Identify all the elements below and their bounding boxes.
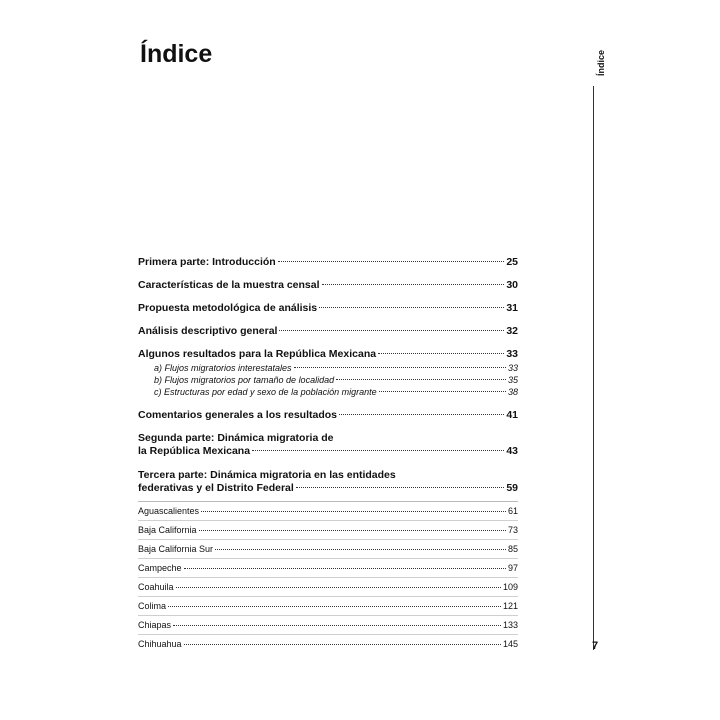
entity-page: 121 [502, 601, 518, 611]
toc-entry-page: 31 [506, 302, 518, 314]
entity-label: Aguascalientes [138, 506, 200, 516]
leader-dots [322, 284, 505, 285]
entity-page: 145 [502, 639, 518, 649]
table-of-contents [138, 256, 518, 653]
toc-entry[interactable] [138, 279, 518, 291]
toc-entry-page: 33 [506, 348, 518, 360]
list-item[interactable] [138, 558, 518, 577]
toc-entry-line2 [138, 445, 518, 458]
toc-entry-label: Propuesta metodológica de análisis [138, 302, 318, 314]
toc-entry-label: Comentarios generales a los resultados [138, 409, 337, 421]
toc-subentry-label: b) Flujos migratorios por tamaño de localidad [154, 375, 335, 385]
toc-subentries [138, 362, 518, 398]
list-item[interactable] [138, 539, 518, 558]
toc-entry-label: Análisis descriptivo general [138, 325, 278, 337]
toc-entry[interactable] [138, 256, 518, 268]
toc-entry-page: 32 [506, 325, 518, 337]
toc-subentry-label: a) Flujos migratorios interestatales [154, 363, 292, 373]
leader-dots [168, 606, 501, 607]
toc-entry[interactable] [138, 302, 518, 314]
leader-dots [173, 625, 501, 626]
side-section-label: Índice [596, 49, 606, 76]
side-rule [593, 86, 594, 650]
list-item[interactable] [138, 501, 518, 520]
toc-subentry[interactable] [138, 362, 518, 374]
toc-entry-label-line1: Tercera parte: Dinámica migratoria en las entidades [138, 469, 396, 481]
toc-entry-label: Primera parte: Introducción [138, 256, 276, 268]
toc-entry-label-line2: la República Mexicana [138, 445, 251, 457]
toc-subentry[interactable] [138, 374, 518, 386]
entity-page: 133 [502, 620, 518, 630]
list-item[interactable] [138, 577, 518, 596]
toc-entry-label: Características de la muestra censal [138, 279, 320, 291]
toc-entry-line2 [138, 482, 518, 495]
toc-entry-label-line2: federativas y el Distrito Federal [138, 482, 294, 494]
leader-dots [296, 487, 504, 488]
page-number: 7 [592, 640, 599, 652]
leader-dots [184, 644, 501, 645]
entity-page: 109 [502, 582, 518, 592]
entity-label: Baja California Sur [138, 544, 214, 554]
toc-entry[interactable] [138, 409, 518, 421]
leader-dots [294, 367, 506, 368]
toc-subentry[interactable] [138, 386, 518, 398]
entity-label: Campeche [138, 563, 182, 573]
toc-entry-label: Algunos resultados para la República Mexicana [138, 348, 377, 360]
leader-dots [336, 379, 506, 380]
toc-entry-page: 43 [506, 445, 518, 457]
toc-entry-page: 25 [506, 256, 518, 268]
toc-subentry-page: 38 [507, 387, 518, 397]
toc-subentry-page: 35 [507, 375, 518, 385]
toc-entry-page: 59 [506, 482, 518, 494]
list-item[interactable] [138, 634, 518, 653]
leader-dots [319, 307, 504, 308]
entity-list [138, 501, 518, 653]
leader-dots [379, 391, 506, 392]
leader-dots [184, 568, 506, 569]
entity-page: 97 [507, 563, 518, 573]
leader-dots [378, 353, 504, 354]
list-item[interactable] [138, 520, 518, 539]
toc-entry-label-line1: Segunda parte: Dinámica migratoria de [138, 432, 334, 444]
leader-dots [279, 330, 504, 331]
entity-page: 73 [507, 525, 518, 535]
entity-page: 85 [507, 544, 518, 554]
toc-entry-page: 41 [506, 409, 518, 421]
toc-entry-third-part[interactable] [138, 469, 518, 495]
entity-label: Baja California [138, 525, 197, 535]
toc-entry[interactable] [138, 325, 518, 337]
list-item[interactable] [138, 596, 518, 615]
entity-label: Coahuila [138, 582, 174, 592]
leader-dots [278, 261, 505, 262]
entity-label: Colima [138, 601, 167, 611]
leader-dots [176, 587, 501, 588]
page-title: Índice [140, 40, 213, 68]
leader-dots [215, 549, 506, 550]
entity-label: Chiapas [138, 620, 172, 630]
leader-dots [201, 511, 506, 512]
leader-dots [339, 414, 504, 415]
toc-subentry-page: 33 [507, 363, 518, 373]
toc-entry-page: 30 [506, 279, 518, 291]
list-item[interactable] [138, 615, 518, 634]
entity-label: Chihuahua [138, 639, 182, 649]
entity-page: 61 [507, 506, 518, 516]
leader-dots [199, 530, 506, 531]
toc-entry[interactable] [138, 348, 518, 360]
leader-dots [252, 450, 504, 451]
toc-subentry-label: c) Estructuras por edad y sexo de la población migrante [154, 387, 377, 397]
toc-entry-second-part[interactable] [138, 432, 518, 458]
